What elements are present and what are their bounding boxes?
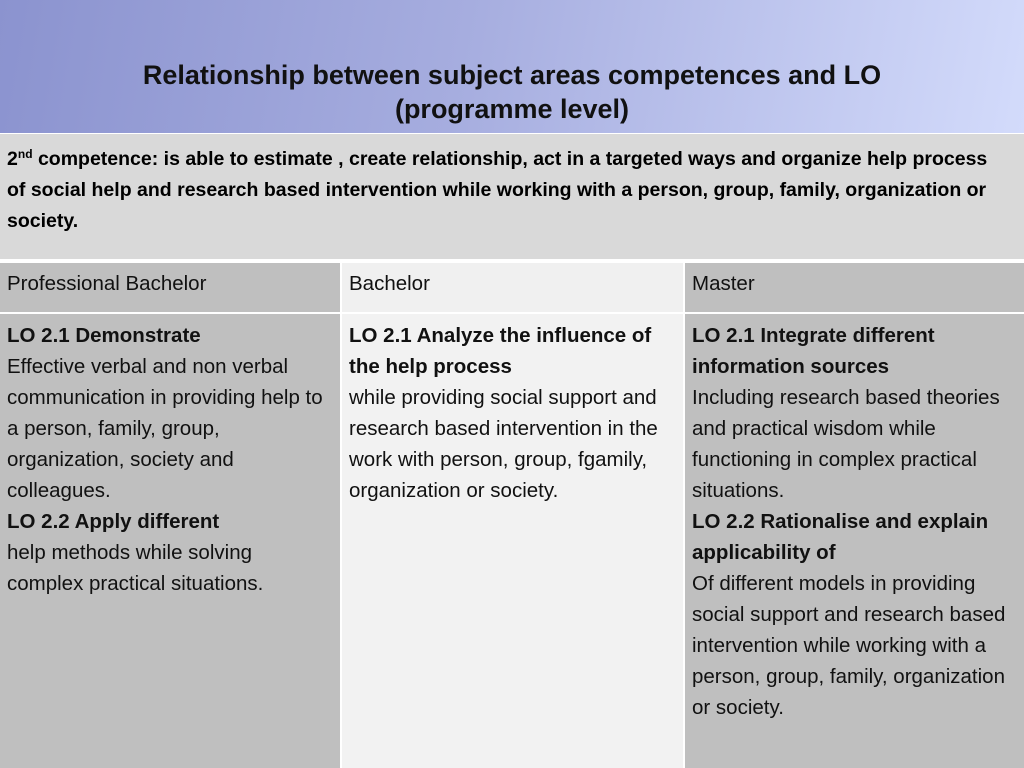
- lo-description: help methods while solving complex practical situations.: [7, 541, 264, 595]
- lo-description: while providing social support and research based intervention in the work with person, group, fgamily, organization or society.: [349, 386, 658, 502]
- lo-description: Including research based theories and practical wisdom while functioning in complex practical situations.: [692, 386, 1000, 502]
- column-master: [684, 263, 1024, 768]
- column-body: [0, 314, 340, 768]
- column-header: Bachelor: [342, 263, 683, 314]
- slide-title: [0, 58, 1024, 126]
- column-professional-bachelor: [0, 263, 340, 768]
- lo-title: LO 2.1 Integrate different information sources: [692, 324, 935, 378]
- lo-description: Of different models in providing social support and research based intervention while working with a person, group, family, organization or society.: [692, 572, 1006, 719]
- column-bachelor: [341, 263, 683, 768]
- slide-title-line-1: Relationship between subject areas competences and LO: [142, 60, 882, 90]
- column-header: Professional Bachelor: [0, 263, 340, 314]
- slide-title-line-2: (programme level): [394, 94, 630, 124]
- column-body: [685, 314, 1024, 768]
- competence-description: [7, 144, 1007, 237]
- column-header: Master: [685, 263, 1024, 314]
- lo-title: LO 2.1 Demonstrate: [7, 324, 201, 347]
- competence-ordinal-suffix: nd: [17, 147, 33, 161]
- competence-number: 2: [7, 148, 18, 170]
- competence-row: [0, 133, 1024, 261]
- lo-description: Effective verbal and non verbal communication in providing help to a person, family, group, organization, society and colleagues.: [7, 355, 323, 502]
- column-body: [342, 314, 683, 768]
- lo-title: LO 2.2 Rationalise and explain applicability of: [692, 510, 989, 564]
- lo-title: LO 2.2 Apply different: [7, 510, 220, 533]
- lo-title: LO 2.1 Analyze the influence of the help process: [349, 324, 652, 378]
- competence-text: competence: is able to estimate , create relationship, act in a targeted ways and organize help process of social help and research based intervention while working with a person, group, family, organization or society.: [7, 148, 988, 232]
